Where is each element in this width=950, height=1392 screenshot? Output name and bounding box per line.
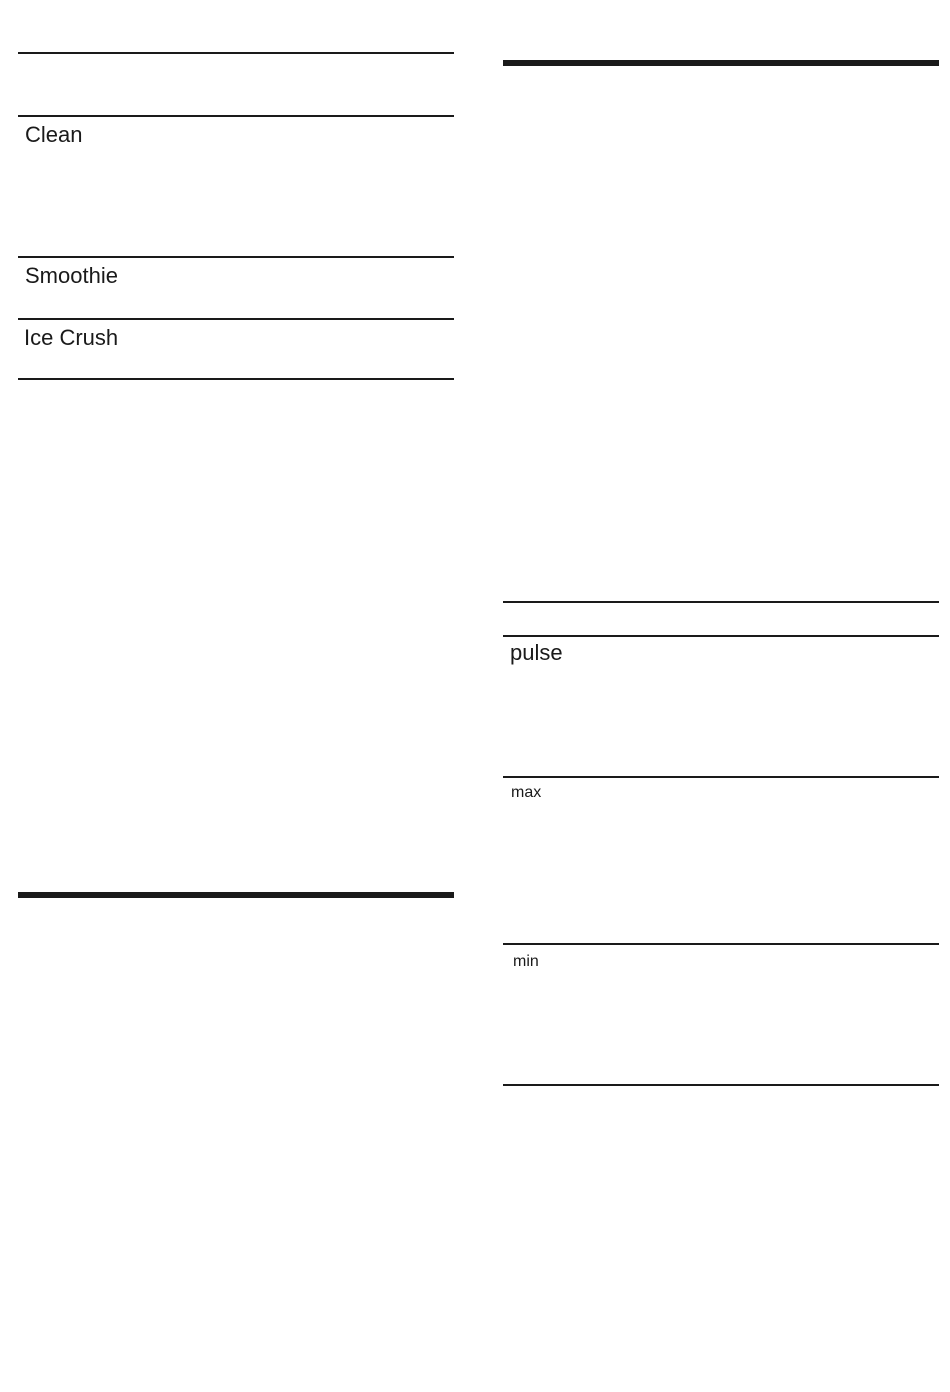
right-section-divider [503,60,939,66]
right-table-bottom-rule [503,1084,939,1086]
right-table-top-rule [503,601,939,603]
left-table-rule [18,115,454,117]
left-table-rule [18,318,454,320]
right-table-rule [503,776,939,778]
left-table-bottom-rule [18,378,454,380]
right-table-rule [503,943,939,945]
setting-label-pulse: pulse [510,640,563,665]
right-table-rule [503,635,939,637]
program-label-ice-crush: Ice Crush [24,325,119,350]
program-label-clean: Clean [25,122,83,147]
setting-label-min: min [513,953,539,970]
left-section-divider [18,892,454,898]
program-label-smoothie: Smoothie [25,263,118,288]
setting-label-max: max [511,784,542,801]
left-table-rule [18,256,454,258]
left-table-top-rule [18,52,454,54]
